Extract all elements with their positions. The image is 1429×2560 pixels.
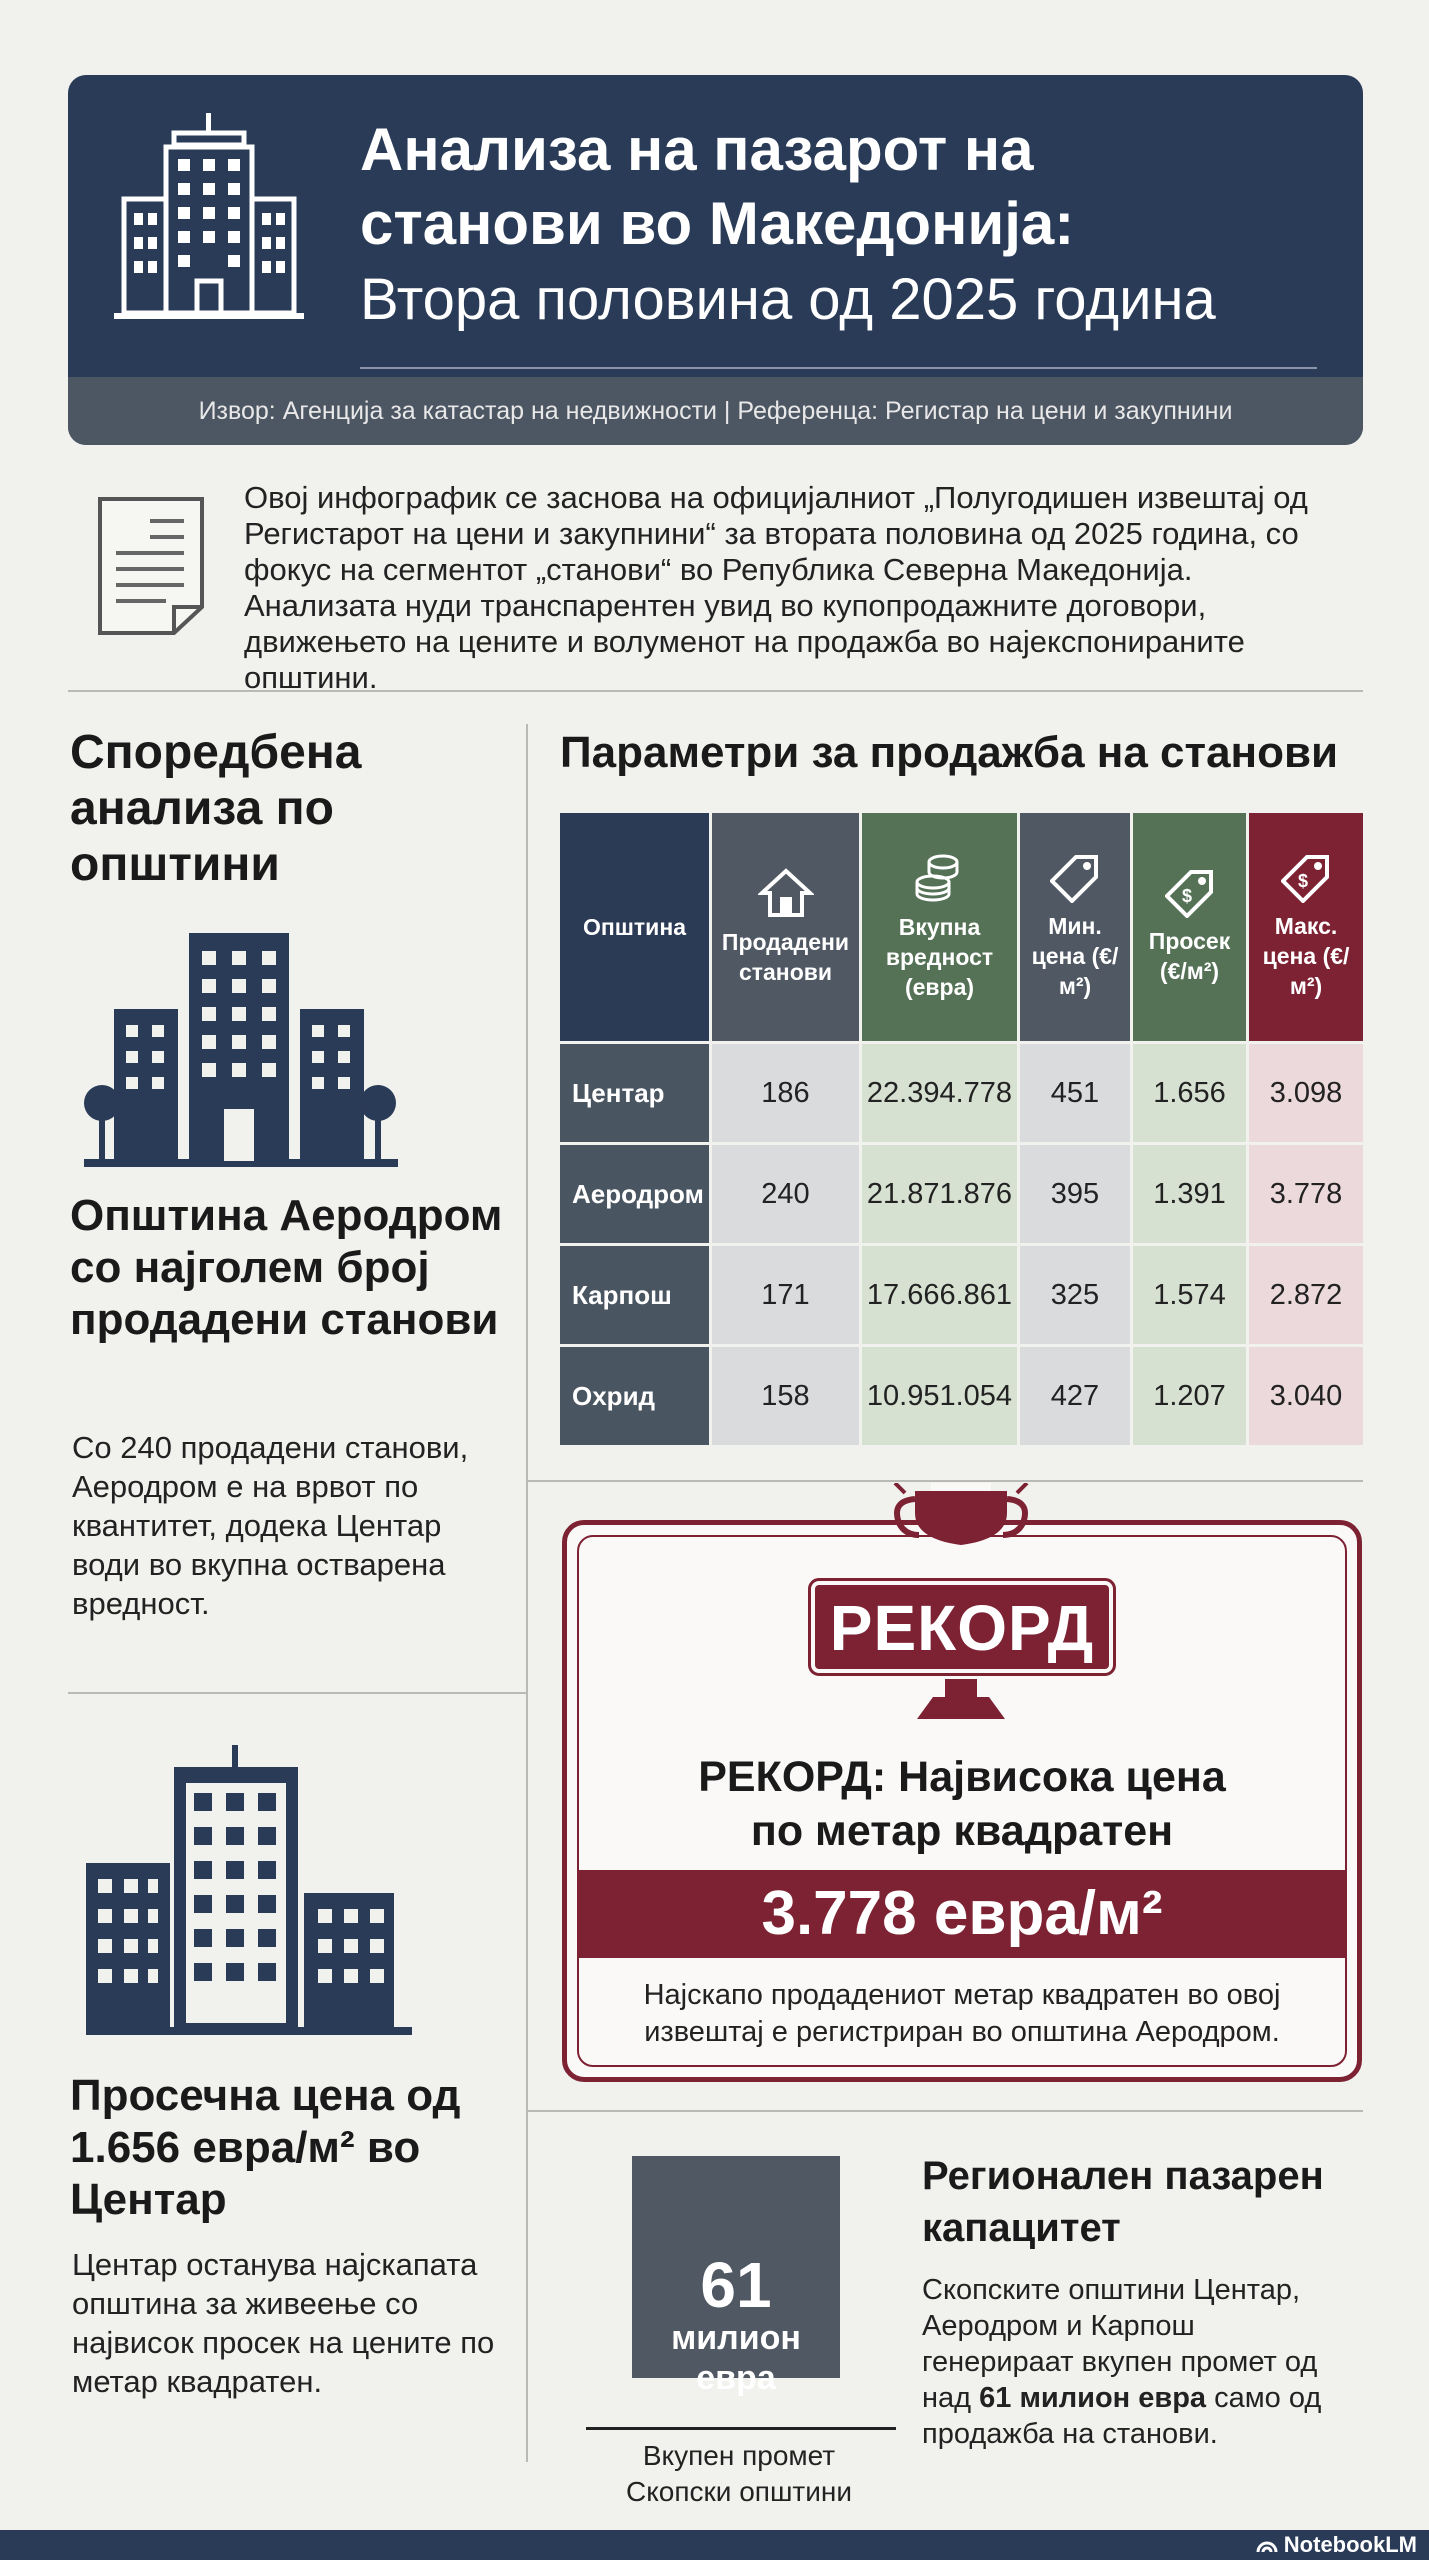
page-title [360, 113, 1340, 261]
regional-text-bold: 61 милион евра [979, 2382, 1207, 2414]
record-title-line-2: по метар квадратен [750, 1807, 1174, 1855]
notebooklm-icon [1256, 2539, 1278, 2553]
cell-total-value: 10.951.054 [862, 1347, 1020, 1445]
regional-text-part: само од продажба на станови. [922, 2382, 1322, 2450]
column-divider [526, 724, 528, 2462]
price-tag-icon [1165, 868, 1215, 918]
header-label: Просек (€/м²) [1148, 928, 1231, 984]
aerodrom-highlight-text: Со 240 продадени станови, Аеродром е на врвот по квантитет, додека Центар води во вкупна остварена вредност. [72, 1430, 469, 1621]
regional-title: Регионален пазарен капацитет [922, 2154, 1324, 2250]
table-row [560, 1243, 1363, 1344]
header-label: Макс. цена (€/м²) [1262, 913, 1350, 999]
left-divider [68, 1692, 526, 1694]
record-title [567, 1750, 1357, 1858]
cell-average-price: 1.656 [1133, 1044, 1249, 1142]
footer-bar [0, 2530, 1429, 2560]
centar-price-title: Просечна цена од 1.656 евра/м² во Центар [70, 2071, 461, 2224]
regional-text [922, 2272, 1352, 2452]
cell-municipality: Аеродром [560, 1145, 712, 1243]
header-banner [68, 75, 1363, 445]
cell-max-price: 3.040 [1249, 1347, 1363, 1445]
brand-logo [1256, 2532, 1417, 2558]
cell-max-price: 3.778 [1249, 1145, 1363, 1243]
header-max-price [1249, 813, 1363, 1041]
table-row [560, 1041, 1363, 1142]
header-total-value [862, 813, 1020, 1041]
cell-sold: 240 [712, 1145, 862, 1243]
cell-min-price: 325 [1020, 1246, 1133, 1344]
city-buildings-icon [84, 933, 398, 1167]
cell-municipality: Карпош [560, 1246, 712, 1344]
header-label: Општина [582, 914, 687, 940]
title-line-1: Анализа на пазарот на [360, 116, 1034, 183]
header-average-price [1133, 813, 1249, 1041]
cell-average-price: 1.574 [1133, 1246, 1249, 1344]
building-icon [114, 113, 304, 323]
stat-caption-line-2: Скопски општини [626, 2476, 852, 2507]
cell-min-price: 451 [1020, 1044, 1133, 1142]
header-label: Мин. цена (€/м²) [1031, 913, 1119, 999]
record-box [562, 1520, 1362, 2082]
comparison-section-title: Споредбена анализа по општини [70, 726, 362, 891]
header-label: Вкупна вредност (евра) [885, 914, 994, 1000]
cell-municipality: Охрид [560, 1347, 712, 1445]
table-row [560, 1142, 1363, 1243]
stat-caption [574, 2438, 904, 2510]
cell-total-value: 21.871.876 [862, 1145, 1020, 1243]
source-line: Извор: Агенција за катастар на недвижности | Референца: Регистар на цени и закупнини [68, 377, 1363, 445]
cell-average-price: 1.207 [1133, 1347, 1249, 1445]
stat-number: 61 [700, 2249, 772, 2321]
record-note-line-1: Најскапо продадениот метар квадратен во овој [643, 1979, 1281, 2011]
document-icon [96, 495, 206, 637]
stat-baseline [586, 2427, 896, 2430]
cell-total-value: 17.666.861 [862, 1246, 1020, 1344]
header-divider [360, 367, 1317, 369]
cell-sold: 158 [712, 1347, 862, 1445]
cell-total-value: 22.394.778 [862, 1044, 1020, 1142]
record-note-line-2: извештај е регистриран во општина Аеродром. [644, 2016, 1280, 2048]
record-badge: РЕКОРД [811, 1581, 1113, 1673]
stat-unit-line-1: милион [671, 2319, 801, 2357]
price-tag-icon [1281, 853, 1331, 903]
section-divider [68, 690, 1363, 692]
intro-paragraph: Овој инфографик се заснова на официјалниот „Полугодишен извештај од Регистарот на цени и закупнини“ за втората половина од 2025 година, со фокус на сегментот „станови“ во Република Северна Македонија. Анализата нуди транспарентен увид во купопродажните договори, движењето на цените и волуменот на продажба во најекспонираните општини. [244, 480, 1308, 695]
header-sold [712, 813, 862, 1041]
stat-unit-line-2: евра [696, 2359, 776, 2397]
header-min-price [1020, 813, 1133, 1041]
record-value: 3.778 евра/м² [577, 1870, 1347, 1958]
table-header-row [560, 813, 1363, 1041]
cell-max-price: 2.872 [1249, 1246, 1363, 1344]
cell-min-price: 395 [1020, 1145, 1133, 1243]
cell-average-price: 1.391 [1133, 1145, 1249, 1243]
brand-name: NotebookLM [1283, 2532, 1417, 2557]
table-row [560, 1344, 1363, 1445]
svg-text:$: $ [1181, 886, 1192, 906]
svg-text:$: $ [1297, 871, 1309, 891]
table-divider [528, 1480, 1363, 1482]
header-label: Продадени станови [721, 929, 850, 985]
cell-municipality: Центар [560, 1044, 712, 1142]
stat-caption-line-1: Вкупен промет [642, 2440, 836, 2471]
regional-text-part: Скопските општини Центар, Аеродром и Карпош генерираат вкупен промет од над [922, 2274, 1318, 2414]
record-divider [528, 2110, 1363, 2112]
aerodrom-highlight-title: Општина Аеродром со најголем број продадени станови [70, 1191, 503, 1344]
page-subtitle: Втора половина од 2025 година [360, 267, 1216, 332]
house-icon [758, 867, 814, 919]
table-title: Параметри за продажба на станови [560, 728, 1339, 777]
centar-price-text: Центар останува најскапата општина за живеење со највисок просек на цените по метар квадратен. [72, 2247, 495, 2399]
coins-icon [911, 852, 969, 904]
cell-sold: 171 [712, 1246, 862, 1344]
sales-table [560, 813, 1363, 1445]
header-municipality [560, 813, 712, 1041]
cell-sold: 186 [712, 1044, 862, 1142]
title-line-2: станови во Македонија: [360, 190, 1075, 257]
cell-min-price: 427 [1020, 1347, 1133, 1445]
tower-buildings-icon [86, 1745, 412, 2035]
cell-max-price: 3.098 [1249, 1044, 1363, 1142]
stat-box [632, 2156, 840, 2397]
record-title-line-1: РЕКОРД: Највисока цена [698, 1753, 1226, 1801]
price-tag-icon [1050, 853, 1100, 903]
record-note [567, 1977, 1357, 2051]
